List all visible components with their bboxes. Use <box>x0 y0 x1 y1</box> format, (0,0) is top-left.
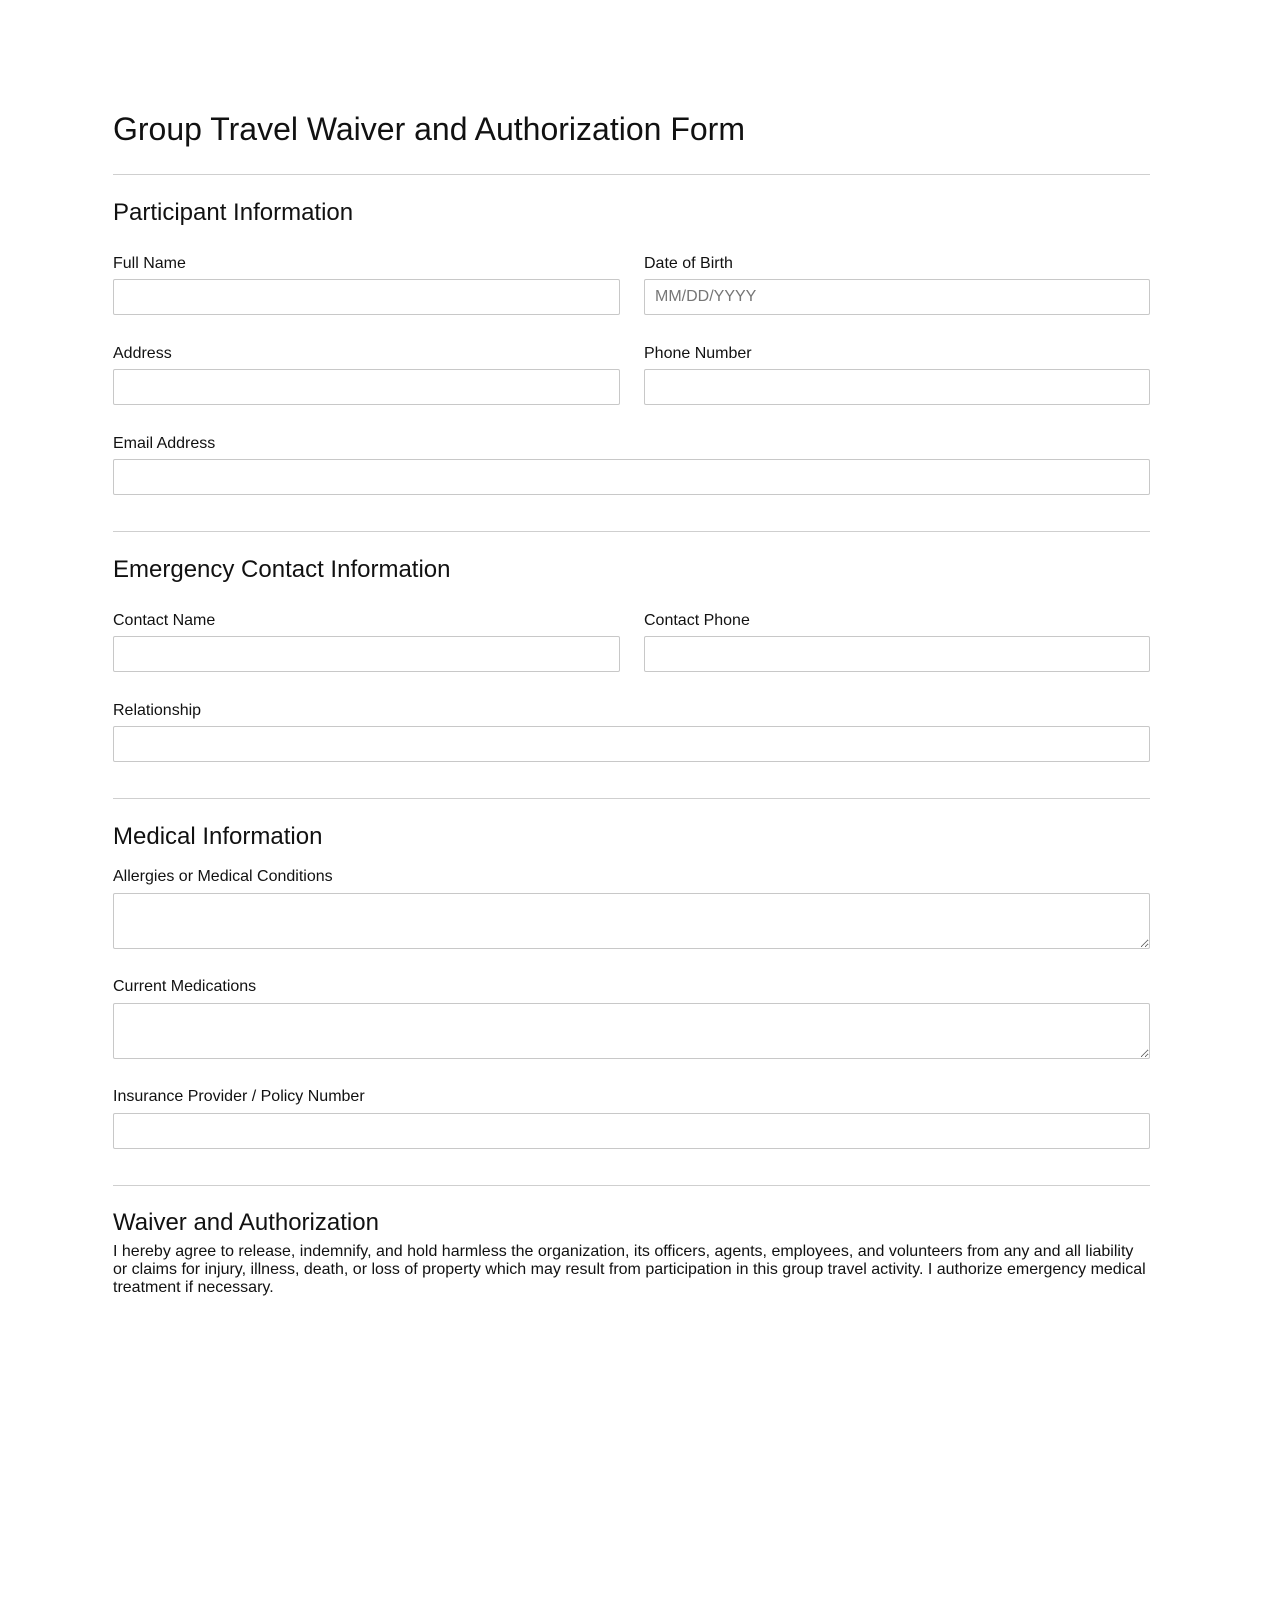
contact-name-label: Contact Name <box>113 612 216 629</box>
allergies-label: Allergies or Medical Conditions <box>113 868 333 885</box>
relationship-label: Relationship <box>113 702 202 719</box>
section-title-medical: Medical Information <box>113 823 323 850</box>
phone-input[interactable] <box>644 369 1150 405</box>
email-label: Email Address <box>113 435 216 452</box>
address-input[interactable] <box>113 369 620 405</box>
contact-phone-input[interactable] <box>644 636 1150 672</box>
contact-name-input[interactable] <box>113 636 620 672</box>
divider <box>113 531 1150 532</box>
divider <box>113 798 1150 799</box>
phone-label: Phone Number <box>644 345 752 362</box>
medications-label: Current Medications <box>113 978 257 995</box>
section-title-waiver: Waiver and Authorization <box>113 1209 379 1236</box>
allergies-textarea[interactable] <box>113 893 1150 949</box>
divider <box>113 174 1150 175</box>
dob-input[interactable] <box>644 279 1150 315</box>
full-name-label: Full Name <box>113 255 186 272</box>
section-title-emergency: Emergency Contact Information <box>113 556 451 583</box>
relationship-input[interactable] <box>113 726 1150 762</box>
insurance-label: Insurance Provider / Policy Number <box>113 1088 365 1105</box>
waiver-text: I hereby agree to release, indemnify, and hold harmless the organization, its officers, agents, employees, and volunteers from any and all liability or claims for injury, illness, death, or loss of property which may result from participation in this group travel activity. I authorize emergency medical treatment if necessary. <box>113 1243 1146 1296</box>
dob-label: Date of Birth <box>644 255 733 272</box>
full-name-input[interactable] <box>113 279 620 315</box>
page-title: Group Travel Waiver and Authorization Form <box>113 111 745 147</box>
medications-textarea[interactable] <box>113 1003 1150 1059</box>
contact-phone-label: Contact Phone <box>644 612 750 629</box>
section-title-participant: Participant Information <box>113 199 354 226</box>
insurance-input[interactable] <box>113 1113 1150 1149</box>
divider <box>113 1185 1150 1186</box>
email-input[interactable] <box>113 459 1150 495</box>
address-label: Address <box>113 345 172 362</box>
waiver-form-page <box>113 0 1150 1298</box>
